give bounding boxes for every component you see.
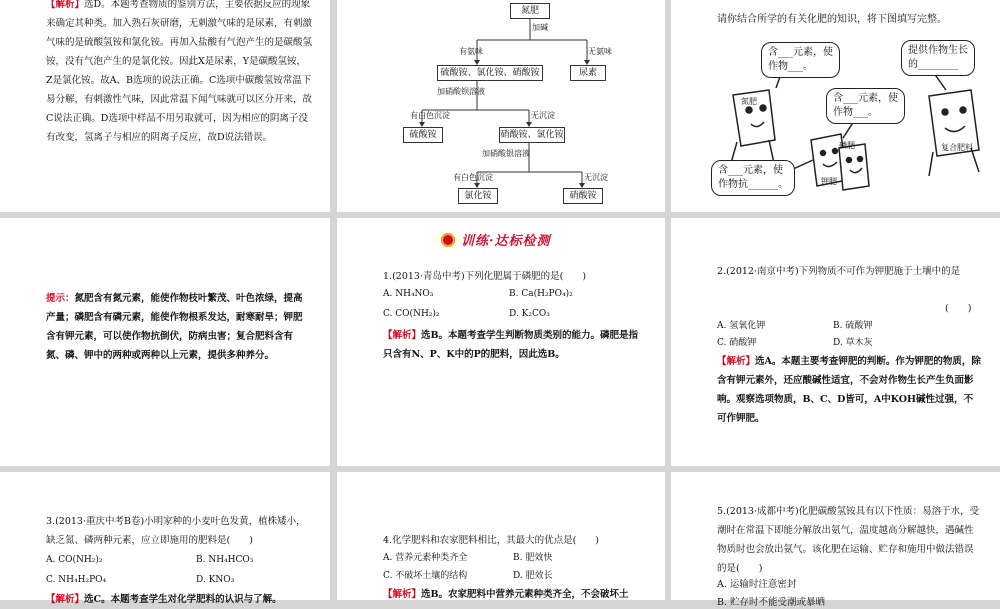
- bubble-phosphorus-line1: 含___元素，使: [833, 93, 898, 104]
- analysis-text: [46, 0, 312, 147]
- slide-r3c2: [337, 472, 665, 600]
- bubble-phosphorus-line2: 作物___。: [833, 107, 878, 118]
- banner: [441, 230, 551, 249]
- box-ammonium-chloride: 氯化铵: [458, 188, 498, 204]
- option-c[interactable]: C. CO(NH₂)₂: [383, 309, 440, 319]
- box-three-salts: 硫酸铵、氯化铵、硝酸铵: [437, 65, 543, 81]
- analysis-body: 选D。本题考查物质的鉴别方法，主要依据反应的现象来确定其种类。加入熟石灰研磨，无刺激气味的是尿素，有刺激气味的是硫酸氢铵和氯化铵。再加入盐酸有气泡产生的是碳酸氢铵，没有气泡产生的是氯化铵。因此X是尿素，Y是碳酸氢铵，Z是氯化铵。故A、B选项的说法正确。C选项中碳酸氢铵常温下易分解，有刺激性气味，因此常温下闻气味就可以区分开来，故C说法正确。D选项中样品不用另取就可，因为相应的阴离子没有改变，氢离子与相应的阴离子反应，故D说法错误。: [46, 0, 313, 143]
- analysis-4-label: 【解析】: [383, 589, 422, 600]
- option-b-2[interactable]: B. 硫酸钾: [833, 321, 873, 331]
- tag-compound: 复合肥料: [941, 143, 973, 152]
- box-urea: 尿素: [570, 65, 606, 81]
- slide-r3c3: [671, 472, 1000, 608]
- option-a-5[interactable]: A. 运输时注意密封: [717, 579, 797, 590]
- tag-potassium: 钾肥: [821, 177, 837, 186]
- speech-bubble-phosphorus: [826, 88, 905, 124]
- bubble-nitrogen-line2: 作物___。: [768, 61, 813, 72]
- analysis-4: [383, 585, 663, 604]
- slide-r3c1: [0, 472, 330, 605]
- tag-phosphorus: 磷肥: [839, 141, 855, 150]
- option-c-4[interactable]: C. 不破坏土壤的结构: [383, 571, 468, 581]
- analysis-1-label: 【解析】: [383, 330, 422, 341]
- option-a[interactable]: A. NH₄NO₃: [383, 289, 434, 299]
- option-c-3[interactable]: C. NH₄H₂PO₄: [46, 575, 107, 585]
- option-b-4[interactable]: B. 肥效快: [513, 553, 553, 563]
- question-2: 2.(2012·南京中考)下列物质不可作为钾肥施于土壤中的是: [717, 266, 961, 277]
- slide-r2c3: [671, 218, 1000, 466]
- option-b-3[interactable]: B. NH₄HCO₃: [196, 555, 254, 565]
- hint-body: 氮肥含有氮元素，能使作物枝叶繁茂、叶色浓绿，提高产量；磷肥含有磷元素，能使作物根系发达，耐寒耐旱；钾肥含有钾元素，可以使作物抗倒伏，防病虫害；复合肥料含有氮、磷、钾中的两种或两种以上元素，提供多种养分。: [46, 293, 303, 361]
- answer-paren-2: ( ): [945, 303, 972, 314]
- box-ammonium-nitrate: 硝酸铵: [563, 188, 603, 204]
- option-d-2[interactable]: D. 草木灰: [833, 338, 873, 348]
- branch-no-precipitate-1: 无沉淀: [531, 111, 555, 120]
- bubble-compound-line1: 提供作物生长: [908, 45, 968, 56]
- slide-r1c2: [337, 0, 665, 212]
- option-b-5[interactable]: B. 贮存时不能受潮或暴晒: [717, 597, 826, 608]
- tag-nitrogen: 氮肥: [741, 97, 757, 106]
- speech-bubble-nitrogen: [761, 42, 840, 78]
- analysis-3: [46, 590, 310, 609]
- question-4: 4.化学肥料和农家肥料相比，其最大的优点是( ): [383, 535, 599, 546]
- option-a-4[interactable]: A. 营养元素种类齐全: [383, 553, 468, 563]
- step-add-barium-nitrate: 加硝酸钡溶液: [437, 87, 485, 96]
- option-d[interactable]: D. K₂CO₃: [509, 309, 550, 319]
- banner-title: 训练·达标检测: [461, 234, 551, 249]
- option-d-4[interactable]: D. 肥效长: [513, 571, 553, 581]
- box-nitrate-chloride: 硝酸铵、氯化铵: [499, 127, 565, 143]
- bubble-nitrogen-line1: 含___元素，使: [768, 47, 833, 58]
- branch-white-precipitate-1: 有白色沉淀: [410, 111, 450, 120]
- options-row-4: [717, 333, 873, 353]
- hint-label: 提示：: [46, 293, 75, 304]
- options-row-1: [383, 284, 573, 304]
- option-b[interactable]: B. Ca(H₂PO₄)₂: [509, 289, 573, 299]
- branch-white-precipitate-2: 有白色沉淀: [453, 173, 493, 182]
- analysis-1: [383, 326, 647, 364]
- analysis-2-label: 【解析】: [717, 356, 756, 367]
- question-1: 1.(2013·青岛中考)下列化肥属于磷肥的是( ): [383, 271, 587, 282]
- slide-r1c3: [671, 0, 1000, 212]
- flowchart-lines: [337, 0, 665, 212]
- analysis-2-body: 选A。本题主要考查钾肥的判断。作为钾肥的物质，除含有钾元素外，还应酸碱性适宜，不会对作物生长产生负面影响。观察选项物质，B、C、D皆可，A中KOH碱性过强，不可作钾肥。: [717, 356, 981, 424]
- step-add-base: 加碱: [532, 23, 548, 32]
- bubble-compound-line2: 的________: [908, 59, 958, 70]
- intro-text: 请你结合所学的有关化肥的知识，将下图填写完整。: [717, 14, 947, 25]
- options-row-7: [383, 548, 552, 568]
- options-row-2: [383, 304, 550, 324]
- box-ammonium-sulfate: 硫酸铵: [403, 127, 443, 143]
- fertilizer-nitrogen-box: 氮肥: [510, 3, 550, 19]
- option-a-2[interactable]: A. 氢氧化钾: [717, 321, 766, 331]
- hint-text: [46, 289, 310, 365]
- bubble-potassium-line2: 作物抗______。: [718, 179, 788, 190]
- bubble-potassium-line1: 含___元素，使: [718, 165, 783, 176]
- speech-bubble-potassium: [711, 160, 795, 196]
- branch-no-precipitate-2: 无沉淀: [584, 173, 608, 182]
- analysis-1-body: 选B。本题考查学生判断物质类别的能力。磷肥是指只含有N、P、K中的P的肥料，因此选B。: [383, 330, 639, 360]
- options-row-8: [383, 566, 553, 586]
- analysis-label: 【解析】: [46, 0, 85, 10]
- option-a-3[interactable]: A. CO(NH₂)₂: [46, 555, 103, 565]
- question-5: 5.(2013·成都中考)化肥碳酸氢铵具有以下性质：易溶于水，受潮时在常温下即能分解放出氨气，温度越高分解越快，遇碱性物质时也会放出氨气。该化肥在运输、贮存和施用中做法错误的是( ): [717, 506, 980, 574]
- analysis-3-label: 【解析】: [46, 594, 85, 605]
- options-row-5: [46, 550, 253, 570]
- option-c-2[interactable]: C. 硝酸钾: [717, 338, 757, 348]
- analysis-4-body: 选B。农家肥料中营养元素种类齐全，不会破坏土: [421, 589, 629, 600]
- slide-r1c1: [0, 0, 330, 212]
- branch-no-ammonia: 无氨味: [588, 47, 612, 56]
- speech-bubble-compound: [901, 40, 975, 76]
- question-3: 3.(2013·重庆中考B卷)小明家种的小麦叶色发黄，植株矮小，缺乏氮、磷两种元素，应立即施用的肥料是( ): [46, 516, 306, 546]
- step-add-silver-nitrate: 加硝酸银溶液: [482, 149, 530, 158]
- slide-r2c1: [0, 218, 330, 466]
- slide-r2c2: [337, 218, 665, 466]
- branch-ammonia-smell: 有氨味: [459, 47, 483, 56]
- option-d-3[interactable]: D. KNO₃: [196, 575, 235, 585]
- banner-icon: [441, 233, 455, 247]
- analysis-3-body: 选C。本题考查学生对化学肥料的认识与了解。: [84, 594, 282, 605]
- options-row-6: [46, 570, 234, 590]
- analysis-2: [717, 352, 981, 428]
